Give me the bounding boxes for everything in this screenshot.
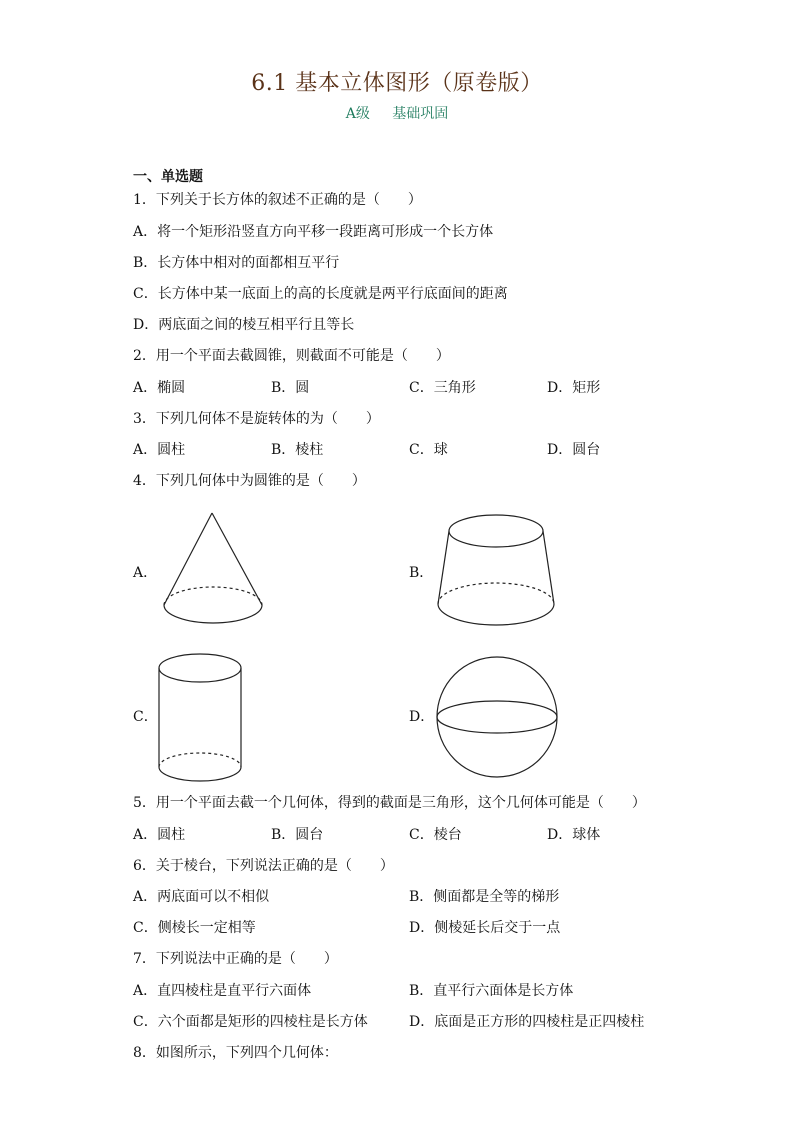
cylinder-top — [159, 654, 241, 682]
question-2-stem: 2．用一个平面去截圆锥，则截面不可能是（ ） — [133, 348, 450, 364]
cylinder-base-back — [159, 753, 241, 767]
question-1-option-d[interactable]: D．两底面之间的棱互相平行且等长 — [133, 317, 355, 333]
question-1-option-c[interactable]: C．长方体中某一底面上的高的长度就是两平行底面间的距离 — [133, 286, 508, 302]
question-8-stem: 8．如图所示，下列四个几何体： — [133, 1045, 338, 1061]
cone-right-edge — [212, 513, 262, 605]
question-7-option-c[interactable]: C．六个面都是矩形的四棱柱是长方体 — [133, 1014, 368, 1030]
subtitle — [0, 103, 794, 123]
question-3-option-b[interactable]: B．棱柱 — [271, 442, 324, 458]
sphere-equator-back — [437, 701, 557, 717]
question-7-stem: 7．下列说法中正确的是（ ） — [133, 951, 338, 967]
question-2-option-b[interactable]: B．圆 — [271, 380, 310, 396]
question-5-option-b[interactable]: B．圆台 — [271, 827, 324, 843]
frustum-left-edge — [438, 531, 449, 604]
cylinder-figure[interactable] — [150, 645, 260, 795]
question-1-option-a[interactable]: A．将一个矩形沿竖直方向平移一段距离可形成一个长方体 — [133, 224, 494, 240]
question-6-option-c[interactable]: C．侧棱长一定相等 — [133, 920, 256, 936]
question-2-option-c[interactable]: C．三角形 — [409, 380, 476, 396]
question-4-option-c-label[interactable]: C． — [133, 709, 158, 725]
question-4-stem: 4．下列几何体中为圆锥的是（ ） — [133, 473, 366, 489]
question-6-option-d[interactable]: D．侧棱延长后交于一点 — [409, 920, 561, 936]
question-2-option-d[interactable]: D．矩形 — [547, 380, 601, 396]
question-6-option-b[interactable]: B．侧面都是全等的梯形 — [409, 889, 560, 905]
question-5-option-c[interactable]: C．棱台 — [409, 827, 462, 843]
question-7-option-b[interactable]: B．直平行六面体是长方体 — [409, 983, 574, 999]
question-3-option-d[interactable]: D．圆台 — [547, 442, 601, 458]
question-5-stem: 5．用一个平面去截一个几何体，得到的截面是三角形，这个几何体可能是（ ） — [133, 795, 646, 811]
question-3-option-c[interactable]: C．球 — [409, 442, 448, 458]
question-6-stem: 6．关于棱台，下列说法正确的是（ ） — [133, 858, 394, 874]
question-5-option-d[interactable]: D．球体 — [547, 827, 601, 843]
subtitle-topic: 基础巩固 — [392, 106, 449, 122]
sphere-figure[interactable] — [430, 650, 570, 790]
subtitle-level: A级 — [345, 106, 370, 122]
cone-base-front — [164, 605, 262, 623]
section-heading: 一、单选题 — [133, 169, 203, 185]
question-7-option-d[interactable]: D．底面是正方形的四棱柱是正四棱柱 — [409, 1014, 645, 1030]
question-2-option-a[interactable]: A．椭圆 — [133, 380, 186, 396]
question-3-stem: 3．下列几何体不是旋转体的为（ ） — [133, 411, 380, 427]
cone-base-back — [164, 587, 262, 605]
question-4-option-d-label[interactable]: D． — [409, 709, 435, 725]
cylinder-base-front — [159, 767, 241, 781]
cone-figure[interactable] — [150, 505, 280, 635]
cone-left-edge — [164, 513, 212, 605]
question-1-option-b[interactable]: B．长方体中相对的面都相互平行 — [133, 255, 340, 271]
question-1-stem: 1．下列关于长方体的叙述不正确的是（ ） — [133, 192, 422, 208]
page-title: 6.1 基本立体图形（原卷版） — [251, 71, 543, 96]
question-3-option-a[interactable]: A．圆柱 — [133, 442, 186, 458]
frustum-base-front — [438, 604, 554, 625]
question-4-option-a-label[interactable]: A． — [133, 565, 158, 581]
frustum-base-back — [438, 583, 554, 604]
question-6-option-a[interactable]: A．两底面可以不相似 — [133, 889, 270, 905]
question-7-option-a[interactable]: A．直四棱柱是直平行六面体 — [133, 983, 312, 999]
sphere-outline — [437, 657, 557, 777]
question-5-option-a[interactable]: A．圆柱 — [133, 827, 186, 843]
question-4-option-b-label[interactable]: B． — [409, 565, 434, 581]
frustum-figure[interactable] — [425, 505, 565, 635]
frustum-top — [449, 515, 543, 547]
sphere-equator-front — [437, 717, 557, 733]
